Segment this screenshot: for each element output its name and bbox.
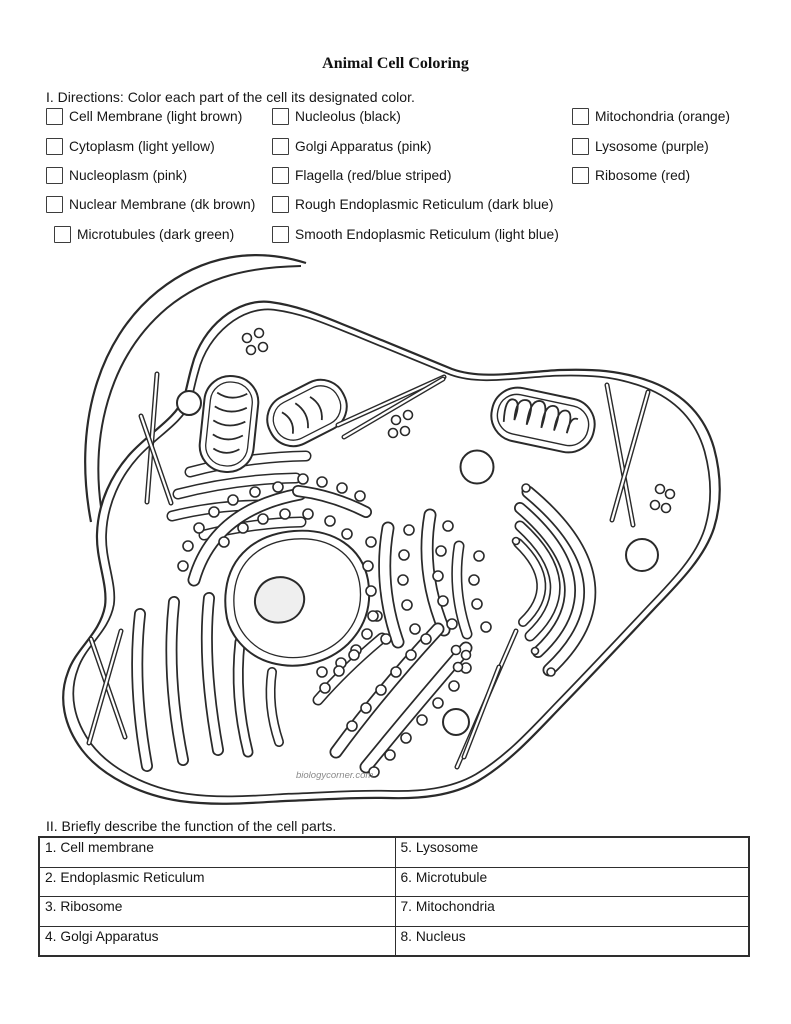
checklist-label-golgi: Golgi Apparatus (pink) [295,138,432,154]
lysosome-2 [461,451,494,484]
checklist-label-nucleoplasm: Nucleoplasm (pink) [69,167,188,183]
lysosome-4 [443,709,469,735]
table-cell-ribosome: 3. Ribosome [39,897,395,927]
table-cell-cell-membrane: 1. Cell membrane [39,837,395,867]
lysosome-3 [626,539,658,571]
checklist-label-lysosome: Lysosome (purple) [595,138,709,154]
watermark: biologycorner.com [296,770,374,781]
section2-heading: II. Briefly describe the function of the cell parts. [46,818,337,834]
table-row [39,867,749,897]
section1-heading: I. Directions: Color each part of the cell its designated color. [46,89,415,105]
table-row [39,837,749,867]
page-title: Animal Cell Coloring [322,55,469,72]
checklist-label-ribosome: Ribosome (red) [595,167,691,183]
checklist-label-rough-er: Rough Endoplasmic Reticulum (dark blue) [295,197,554,213]
table-cell-endoplasmic-reticulum: 2. Endoplasmic Reticulum [39,867,395,897]
checklist-label-cell-membrane: Cell Membrane (light brown) [69,109,243,125]
checklist-label-smooth-er: Smooth Endoplasmic Reticulum (light blue) [295,226,559,242]
checklist-label-cytoplasm: Cytoplasm (light yellow) [69,138,215,154]
table-cell-nucleus: 8. Nucleus [395,926,749,956]
table-cell-microtubule: 6. Microtubule [395,867,749,897]
table-row [39,897,749,927]
checklist-label-flagella: Flagella (red/blue striped) [295,167,452,183]
nucleolus [255,577,304,622]
table-cell-mitochondria: 7. Mitochondria [395,897,749,927]
lysosome-1 [177,391,201,415]
checklist-label-nuclear-membrane: Nuclear Membrane (dk brown) [69,197,256,213]
table-row [39,926,749,956]
table-cell-lysosome: 5. Lysosome [395,837,749,867]
nucleus [225,531,369,666]
table-cell-golgi-apparatus: 4. Golgi Apparatus [39,926,395,956]
checklist-label-microtubules: Microtubules (dark green) [77,226,235,242]
checklist-label-mitochondria: Mitochondria (orange) [595,109,730,125]
checklist-label-nucleolus: Nucleolus (black) [295,109,401,125]
function-table [38,836,750,957]
